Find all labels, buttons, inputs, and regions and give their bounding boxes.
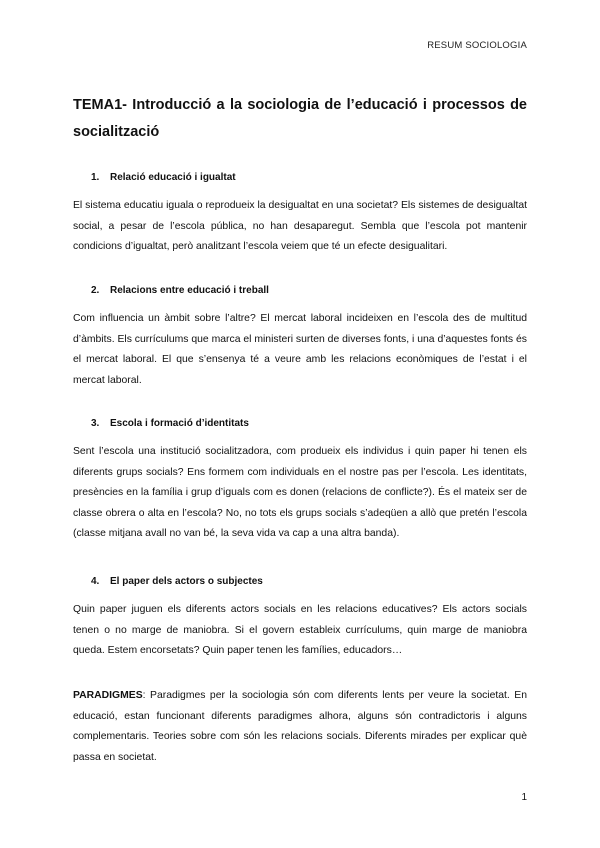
page-number: 1	[521, 792, 527, 803]
section-title: Relacions entre educació i treball	[110, 285, 269, 296]
section-number: 4.	[91, 576, 100, 587]
section-number: 2.	[91, 285, 100, 296]
paradigmes-body: : Paradigmes per la sociologia són com diferents lents per veure la societat. En educació, estan funcionant diferents paradigmes alhora, alguns són contradictoris i alguns complementaris. Teories sobre com són les relacions socials. Diferents mirades per explicar què passa en societat.	[73, 690, 527, 763]
document-title: TEMA1- Introducció a la sociologia de l’educació i processos de socialització	[73, 97, 527, 140]
paradigmes-paragraph	[73, 686, 527, 768]
section-body-1: El sistema educatiu iguala o reprodueix la desigualtat en una societat? Els sistemes de desigualtat social, a pesar de l’escola pública, no han desaparegut. Sembla que l’escola pot mantenir condicions d’igualtat, però analitzant l’escola veiem que té un efecte desigualitari.	[73, 200, 527, 252]
section-body-3: Sent l’escola una institució socialitzadora, com produeix els individus i quin paper hi tenen els diferents grups socials? Ens formem com individuals en el nostre pas per l’escola. Les identitats, presències en la família i grup d’iguals com es donen (relacions de conflicte?). És el mateix ser de classe obrera o alta en l’escola? No, no tots els grups socials s’adeqüen a allò que pretén l’escola (classe mitjana avall no van bé, la seva vida va cap a una altra banda).	[73, 446, 527, 539]
section-heading-3	[91, 418, 249, 429]
section-number: 1.	[91, 172, 100, 183]
section-number: 3.	[91, 418, 100, 429]
section-heading-1	[91, 172, 236, 183]
running-header: RESUM SOCIOLOGIA	[427, 40, 527, 51]
section-title: El paper dels actors o subjectes	[110, 576, 263, 587]
section-title: Escola i formació d’identitats	[110, 418, 249, 429]
section-heading-2	[91, 285, 269, 296]
section-body-2: Com influencia un àmbit sobre l’altre? El mercat laboral incideixen en l’escola des de multitud d’àmbits. Els currículums que marca el ministeri surten de diverses fonts, i una d’aquestes fonts és el mercat laboral. El que s’ensenya té a veure amb les relacions econòmiques de l’estat i el mercat laboral.	[73, 313, 527, 386]
section-body-4: Quin paper juguen els diferents actors socials en les relacions educatives? Els actors socials tenen o no marge de maniobra. Si el govern estableix currículums, quin marge de maniobra queda. Estem encorsetats? Quin paper tenen les famílies, educadors…	[73, 604, 527, 656]
section-title: Relació educació i igualtat	[110, 172, 236, 183]
paradigmes-label: PARADIGMES	[73, 690, 143, 701]
section-heading-4	[91, 576, 263, 587]
